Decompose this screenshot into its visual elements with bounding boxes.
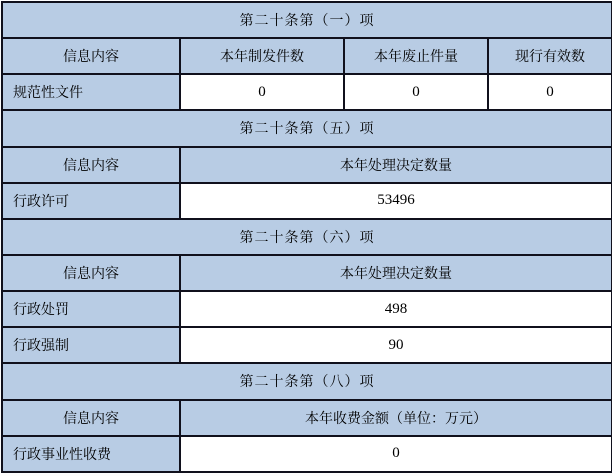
column-header-row: [2, 38, 612, 74]
section-title-row: [2, 2, 612, 38]
statistics-table: [1, 1, 612, 473]
row-label: 行政强制: [2, 327, 180, 363]
column-header: 本年收费金额（单位：万元）: [180, 400, 612, 436]
row-label: 规范性文件: [2, 74, 180, 110]
section-title-row: [2, 110, 612, 146]
section-title: 第二十条第（一）项: [2, 2, 612, 38]
column-header-row: [2, 400, 612, 436]
column-header: 本年制发件数: [180, 38, 344, 74]
column-header: 信息内容: [2, 147, 180, 183]
section-title: 第二十条第（五）项: [2, 110, 612, 146]
section-title: 第二十条第（八）项: [2, 363, 612, 399]
row-label: 行政事业性收费: [2, 436, 180, 472]
section-title-row: [2, 363, 612, 399]
cell-value: 90: [180, 327, 612, 363]
row-label: 行政许可: [2, 183, 180, 219]
column-header: 信息内容: [2, 38, 180, 74]
column-header-row: [2, 147, 612, 183]
column-header: 现行有效数: [488, 38, 612, 74]
cell-value: 0: [344, 74, 488, 110]
column-header-row: [2, 255, 612, 291]
table-row: [2, 436, 612, 472]
section-title-row: [2, 219, 612, 255]
table-row: [2, 327, 612, 363]
row-label: 行政处罚: [2, 291, 180, 327]
column-header: 本年处理决定数量: [180, 255, 612, 291]
table-row: [2, 183, 612, 219]
cell-value: 0: [488, 74, 612, 110]
column-header: 信息内容: [2, 255, 180, 291]
cell-value: 53496: [180, 183, 612, 219]
cell-value: 498: [180, 291, 612, 327]
column-header: 信息内容: [2, 400, 180, 436]
table-row: [2, 291, 612, 327]
section-title: 第二十条第（六）项: [2, 219, 612, 255]
cell-value: 0: [180, 436, 612, 472]
column-header: 本年处理决定数量: [180, 147, 612, 183]
table-row: [2, 74, 612, 110]
column-header: 本年废止件量: [344, 38, 488, 74]
cell-value: 0: [180, 74, 344, 110]
